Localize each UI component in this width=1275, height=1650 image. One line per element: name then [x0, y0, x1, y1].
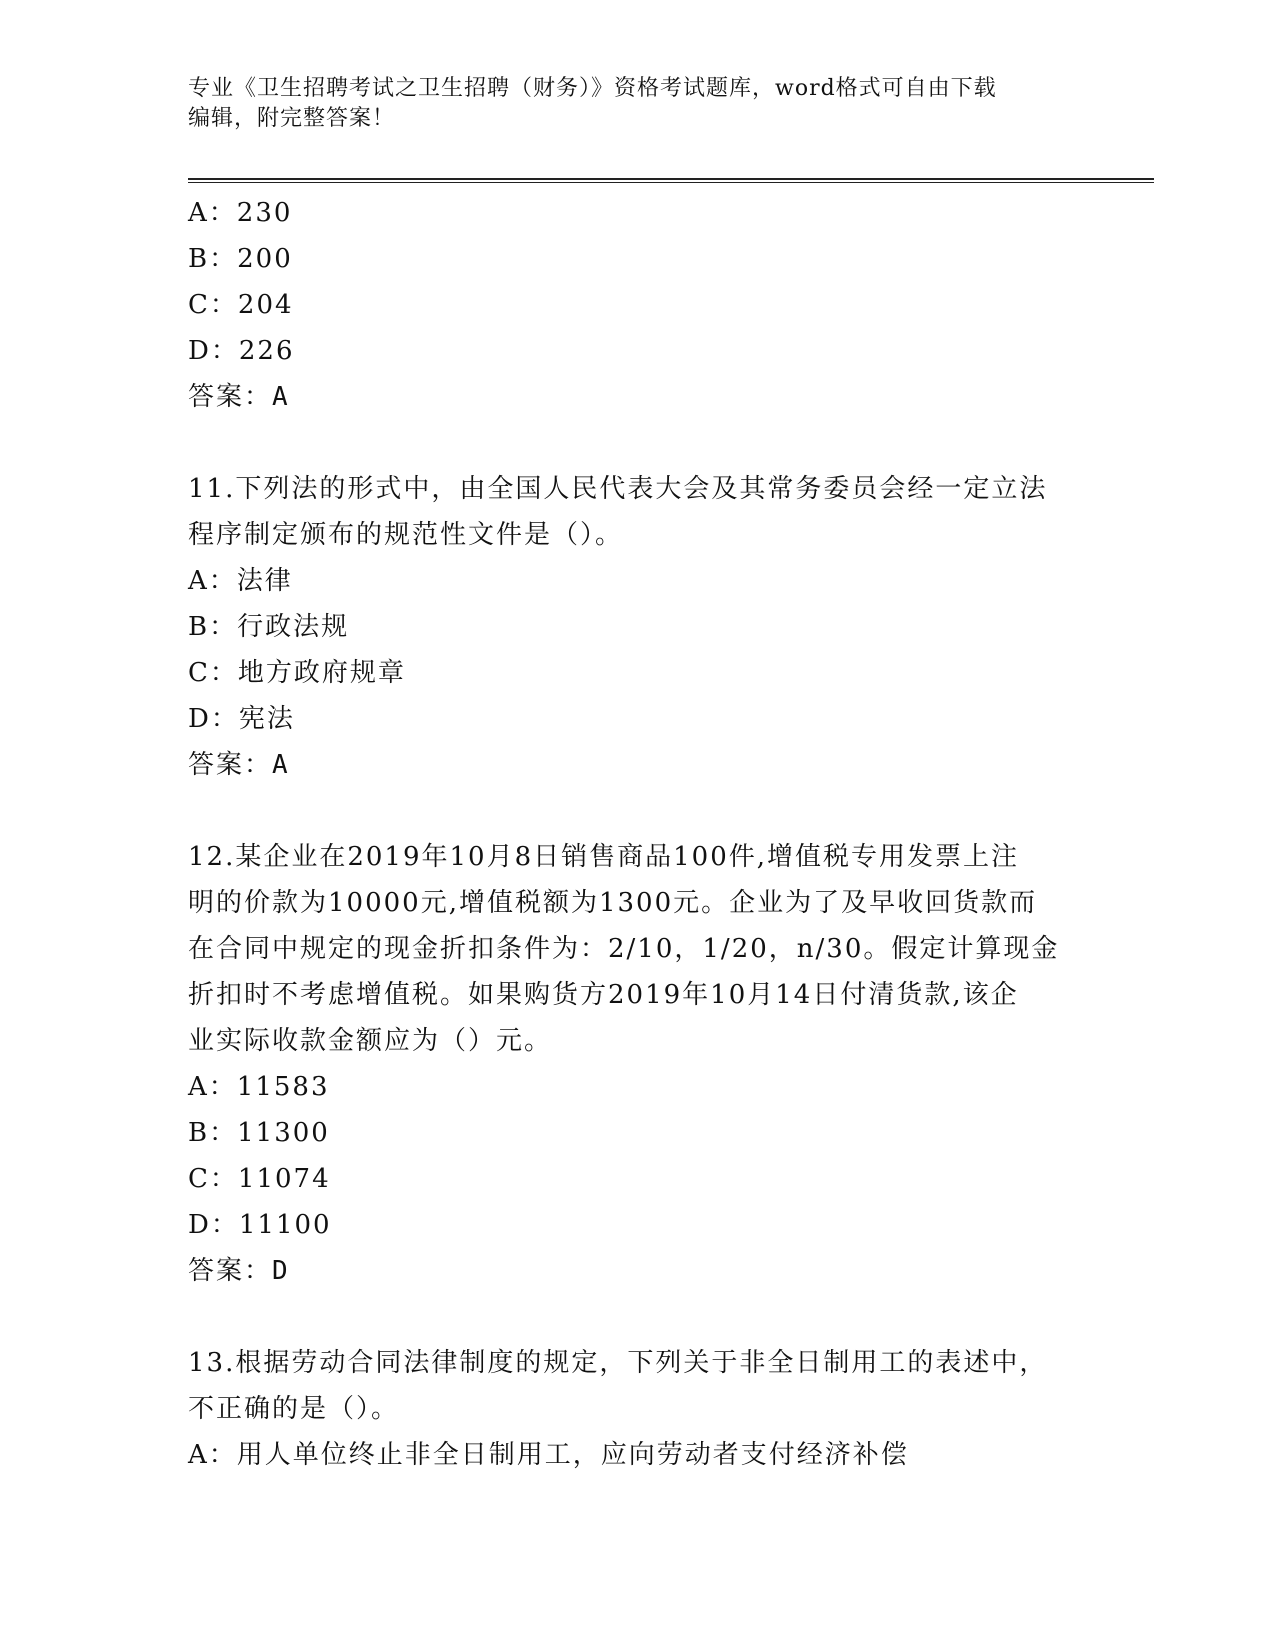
option-c: C：11074: [188, 1164, 331, 1194]
option-a: A：230: [188, 198, 293, 228]
question-12: [188, 834, 1088, 1294]
option-b: B：11300: [188, 1118, 330, 1148]
question-10-tail: [188, 190, 1088, 420]
option-c: C：204: [188, 290, 294, 320]
answer-line: 答案：D: [188, 1256, 290, 1286]
option-a: A：法律: [188, 566, 293, 596]
header-line-2: 编辑，附完整答案！: [188, 106, 396, 131]
question-stem-line: 折扣时不考虑增值税。如果购货方2019年10月14日付清货款,该企: [188, 980, 1019, 1010]
question-stem-line: 业实际收款金额应为（）元。: [188, 1026, 553, 1056]
question-stem-line: 11.下列法的形式中，由全国人民代表大会及其常务委员会经一定立法: [188, 474, 1048, 504]
question-list: [188, 190, 1088, 1478]
question-stem-line: 明的价款为10000元,增值税额为1300元。企业为了及早收回货款而: [188, 888, 1038, 918]
option-b: B：200: [188, 244, 293, 274]
header-line-1: 专业《卫生招聘考试之卫生招聘（财务）》资格考试题库，word格式可自由下载: [188, 76, 997, 101]
option-d: D：11100: [188, 1210, 332, 1240]
question-stem-line: 在合同中规定的现金折扣条件为：2/10，1/20，n/30。假定计算现金: [188, 934, 1060, 964]
page-header: [188, 74, 1068, 134]
option-d: D：226: [188, 336, 295, 366]
option-a: A：用人单位终止非全日制用工，应向劳动者支付经济补偿: [188, 1440, 909, 1470]
question-11: [188, 466, 1088, 788]
option-b: B：行政法规: [188, 612, 350, 642]
question-stem-line: 12.某企业在2019年10月8日销售商品100件,增值税专用发票上注: [188, 842, 1020, 872]
question-stem-line: 13.根据劳动合同法律制度的规定，下列关于非全日制用工的表述中，: [188, 1348, 1048, 1378]
header-divider: [188, 178, 1154, 183]
question-13: [188, 1340, 1088, 1478]
option-d: D：宪法: [188, 704, 295, 734]
option-a: A：11583: [188, 1072, 330, 1102]
question-stem-line: 程序制定颁布的规范性文件是（）。: [188, 520, 624, 550]
option-c: C：地方政府规章: [188, 658, 406, 688]
question-stem-line: 不正确的是（）。: [188, 1394, 400, 1424]
answer-line: 答案：A: [188, 382, 290, 412]
answer-line: 答案：A: [188, 750, 290, 780]
